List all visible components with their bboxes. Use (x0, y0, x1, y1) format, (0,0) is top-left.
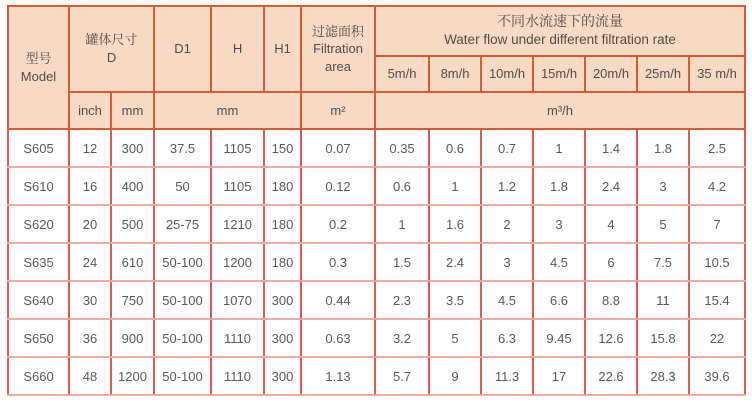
cell-mm: 610 (111, 243, 154, 281)
cell-h: 1105 (211, 167, 264, 205)
cell-d1: 37.5 (154, 129, 211, 167)
cell-area: 0.63 (301, 319, 375, 357)
cell-flow-35: 15.4 (689, 281, 745, 319)
cell-d1: 50 (154, 167, 211, 205)
cell-flow-20: 4 (585, 205, 637, 243)
cell-inch: 36 (69, 319, 111, 357)
cell-h: 1110 (211, 357, 264, 395)
cell-h: 1200 (211, 243, 264, 281)
unit-m3h: m³/h (375, 92, 745, 129)
cell-flow-35: 2.5 (689, 129, 745, 167)
cell-flow-15: 3 (533, 205, 585, 243)
header-h1: H1 (264, 6, 301, 92)
header-filtration-zh: 过滤面积 (312, 23, 365, 39)
cell-flow-35: 4.2 (689, 167, 745, 205)
header-rate-5: 5m/h (375, 56, 429, 92)
header-rate-35: 35 m/h (689, 56, 745, 92)
header-water-flow (375, 6, 745, 56)
header-rate-15: 15m/h (533, 56, 585, 92)
cell-model: S610 (8, 167, 69, 205)
cell-flow-25: 28.3 (637, 357, 689, 395)
table-row (8, 243, 745, 281)
cell-inch: 30 (69, 281, 111, 319)
cell-flow-8: 5 (429, 319, 481, 357)
cell-mm: 1200 (111, 357, 154, 395)
cell-area: 0.44 (301, 281, 375, 319)
cell-flow-8: 1.6 (429, 205, 481, 243)
cell-flow-35: 22 (689, 319, 745, 357)
header-model (8, 6, 69, 129)
unit-inch: inch (69, 92, 111, 129)
unit-mm-d: mm (111, 92, 154, 129)
cell-d1: 50-100 (154, 319, 211, 357)
spec-table-body (8, 129, 745, 395)
cell-flow-5: 1.5 (375, 243, 429, 281)
cell-area: 1.13 (301, 357, 375, 395)
cell-flow-20: 22.6 (585, 357, 637, 395)
cell-model: S620 (8, 205, 69, 243)
cell-flow-20: 2.4 (585, 167, 637, 205)
header-rate-20: 20m/h (585, 56, 637, 92)
cell-h: 1210 (211, 205, 264, 243)
cell-flow-10: 3 (481, 243, 533, 281)
table-row (8, 319, 745, 357)
cell-flow-5: 0.35 (375, 129, 429, 167)
cell-flow-5: 1 (375, 205, 429, 243)
header-rate-25: 25m/h (637, 56, 689, 92)
cell-flow-8: 1 (429, 167, 481, 205)
cell-flow-25: 15.8 (637, 319, 689, 357)
cell-flow-8: 9 (429, 357, 481, 395)
table-row (8, 357, 745, 395)
header-rate-8: 8m/h (429, 56, 481, 92)
header-row-units (8, 92, 745, 129)
cell-model: S635 (8, 243, 69, 281)
cell-h1: 180 (264, 243, 301, 281)
cell-flow-10: 6.3 (481, 319, 533, 357)
header-water-flow-en: Water flow under different filtration rate (444, 32, 676, 48)
cell-flow-15: 1.8 (533, 167, 585, 205)
cell-h: 1110 (211, 319, 264, 357)
header-tank-size-zh: 罐体尺寸 (85, 32, 138, 48)
cell-inch: 24 (69, 243, 111, 281)
cell-mm: 900 (111, 319, 154, 357)
cell-area: 0.2 (301, 205, 375, 243)
cell-area: 0.07 (301, 129, 375, 167)
cell-mm: 750 (111, 281, 154, 319)
cell-flow-10: 1.2 (481, 167, 533, 205)
cell-flow-15: 1 (533, 129, 585, 167)
cell-mm: 300 (111, 129, 154, 167)
cell-flow-5: 0.6 (375, 167, 429, 205)
cell-inch: 16 (69, 167, 111, 205)
cell-model: S605 (8, 129, 69, 167)
cell-flow-5: 2.3 (375, 281, 429, 319)
unit-mm-dims: mm (154, 92, 301, 129)
unit-m2: m² (301, 92, 375, 129)
header-filtration-area (301, 6, 375, 92)
cell-mm: 400 (111, 167, 154, 205)
cell-flow-35: 7 (689, 205, 745, 243)
cell-flow-15: 9.45 (533, 319, 585, 357)
spec-table (7, 5, 746, 396)
cell-flow-25: 1.8 (637, 129, 689, 167)
cell-h: 1105 (211, 129, 264, 167)
cell-inch: 12 (69, 129, 111, 167)
cell-flow-5: 3.2 (375, 319, 429, 357)
table-row (8, 129, 745, 167)
table-row (8, 205, 745, 243)
cell-flow-20: 12.6 (585, 319, 637, 357)
cell-h1: 150 (264, 129, 301, 167)
cell-h1: 180 (264, 205, 301, 243)
cell-area: 0.3 (301, 243, 375, 281)
cell-h1: 300 (264, 357, 301, 395)
cell-flow-8: 2.4 (429, 243, 481, 281)
cell-flow-15: 6.6 (533, 281, 585, 319)
cell-inch: 20 (69, 205, 111, 243)
cell-flow-35: 10.5 (689, 243, 745, 281)
header-d1: D1 (154, 6, 211, 92)
cell-h1: 180 (264, 167, 301, 205)
cell-flow-10: 4.5 (481, 281, 533, 319)
cell-flow-20: 1.4 (585, 129, 637, 167)
header-tank-size-en: D (106, 50, 117, 65)
cell-flow-25: 7.5 (637, 243, 689, 281)
cell-flow-25: 3 (637, 167, 689, 205)
cell-mm: 500 (111, 205, 154, 243)
cell-h1: 300 (264, 281, 301, 319)
cell-flow-25: 5 (637, 205, 689, 243)
header-tank-size (69, 6, 154, 92)
table-row (8, 167, 745, 205)
cell-flow-35: 39.6 (689, 357, 745, 395)
cell-model: S660 (8, 357, 69, 395)
table-row (8, 281, 745, 319)
cell-model: S640 (8, 281, 69, 319)
cell-flow-15: 17 (533, 357, 585, 395)
cell-flow-10: 11.3 (481, 357, 533, 395)
cell-model: S650 (8, 319, 69, 357)
cell-flow-8: 3.5 (429, 281, 481, 319)
cell-flow-15: 4.5 (533, 243, 585, 281)
cell-d1: 25-75 (154, 205, 211, 243)
cell-flow-20: 6 (585, 243, 637, 281)
cell-d1: 50-100 (154, 243, 211, 281)
cell-flow-25: 11 (637, 281, 689, 319)
cell-inch: 48 (69, 357, 111, 395)
cell-h1: 300 (264, 319, 301, 357)
cell-h: 1070 (211, 281, 264, 319)
header-water-flow-zh: 不同水流速下的流量 (497, 13, 623, 30)
header-rate-10: 10m/h (481, 56, 533, 92)
cell-area: 0.12 (301, 167, 375, 205)
cell-flow-10: 0.7 (481, 129, 533, 167)
spec-table-container (7, 5, 746, 396)
header-filtration-en: Filtration area (313, 41, 363, 74)
cell-flow-20: 8.8 (585, 281, 637, 319)
cell-flow-8: 0.6 (429, 129, 481, 167)
cell-d1: 50-100 (154, 281, 211, 319)
cell-flow-5: 5.7 (375, 357, 429, 395)
header-model-zh: 型号 (25, 50, 52, 66)
header-h: H (211, 6, 264, 92)
cell-flow-10: 2 (481, 205, 533, 243)
header-row-title (8, 6, 745, 56)
cell-d1: 50-100 (154, 357, 211, 395)
header-model-en: Model (20, 68, 57, 84)
